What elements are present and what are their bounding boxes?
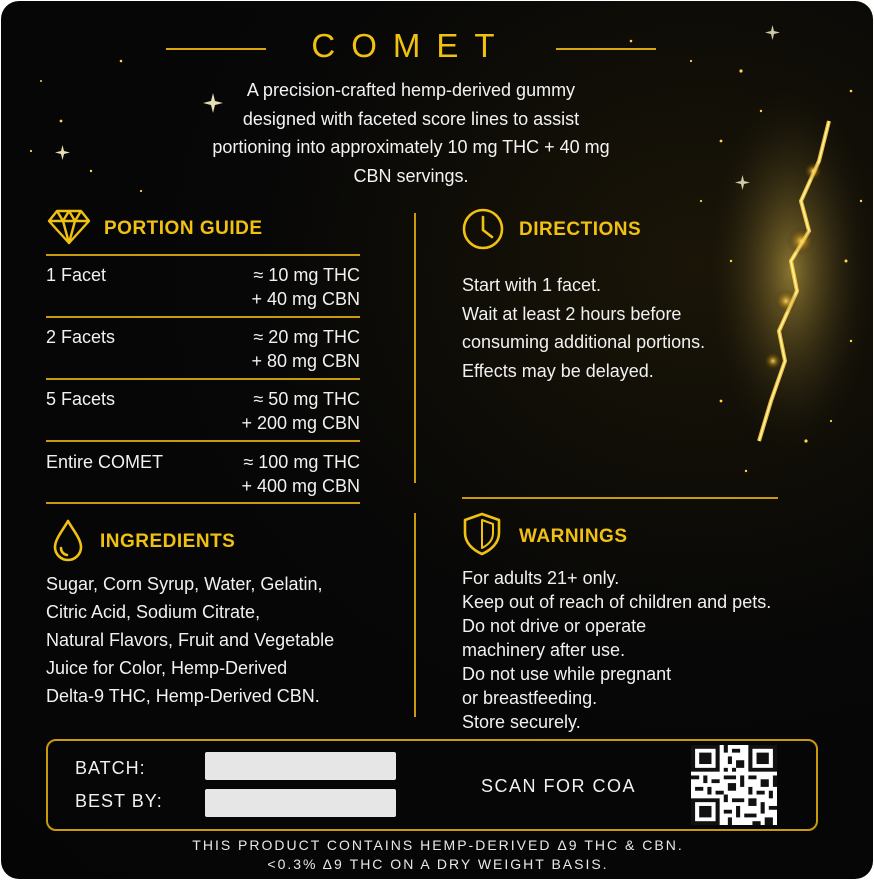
directions-line: consuming additional portions. [462,332,706,352]
warnings-line: Keep out of reach of children and pets. [462,592,772,612]
intro-line: CBN servings. [353,165,469,186]
diamond-icon [47,209,91,245]
portion-cbn: + 200 mg CBN [241,413,360,433]
portion-thc: ≈ 100 mg THC [243,452,360,472]
portion-cbn: + 80 mg CBN [251,351,360,371]
portion-thc: ≈ 10 mg THC [253,265,360,285]
column-divider-top [414,213,416,483]
qr-code-icon[interactable] [691,745,777,825]
intro-line: portioning into approximately 10 mg THC + 40 mg [212,137,610,157]
title-rule-right [556,48,656,50]
portion-name: Entire COMET [46,452,164,472]
directions-text [462,271,705,385]
ingredients-text [46,570,334,710]
portion-divider [46,378,360,380]
warnings-line: or breastfeeding. [462,688,598,708]
portion-thc: ≈ 50 mg THC [253,389,360,409]
portion-value [241,387,360,435]
portion-cbn: + 400 mg CBN [241,476,360,496]
directions-line: Start with 1 facet. [462,275,602,295]
ingredients-line: Delta-9 THC, Hemp-Derived CBN. [46,686,320,706]
portion-divider [46,502,360,504]
portion-value [241,450,360,498]
best-by-label: BEST BY: [75,791,163,811]
ingredients-heading: INGREDIENTS [100,531,236,552]
warnings-line: Store securely. [462,712,581,732]
ingredients-line: Natural Flavors, Fruit and Vegetable [46,630,335,650]
ingredients-line: Citric Acid, Sodium Citrate, [46,602,261,622]
portion-name: 1 Facet [46,265,107,285]
directions-line: Effects may be delayed. [462,360,654,381]
footer-line: THIS PRODUCT CONTAINS HEMP-DERIVED Δ9 THC & CBN. [192,837,684,853]
portion-name: 2 Facets [46,327,116,347]
portion-cbn: + 40 mg CBN [251,289,360,309]
intro-line: designed with faceted score lines to assist [242,108,580,129]
portion-guide-heading: PORTION GUIDE [104,218,263,239]
portion-divider [46,254,360,256]
directions-line: Wait at least 2 hours before [462,303,682,324]
footer-line: <0.3% Δ9 THC ON A DRY WEIGHT BASIS. [267,856,609,872]
title-row [1,27,873,71]
warnings-heading: WARNINGS [519,526,628,547]
ingredients-line: Juice for Color, Hemp-Derived [46,658,288,678]
intro-text [161,76,661,190]
product-title: COMET [311,27,511,64]
portion-divider [46,440,360,442]
column-divider-bottom [414,513,416,717]
clock-icon [461,207,505,251]
warnings-line: Do not drive or operate [462,616,647,636]
warnings-text [462,566,771,734]
portion-thc: ≈ 20 mg THC [253,327,360,347]
batch-label: BATCH: [75,758,146,778]
warnings-line: machinery after use. [462,640,626,660]
directions-heading: DIRECTIONS [519,219,642,240]
portion-value [251,325,360,373]
shield-icon [461,511,503,557]
intro-line: A precision-crafted hemp-derived gummy [246,80,576,100]
drop-icon [51,518,85,562]
portion-divider [46,316,360,318]
warnings-line: Do not use while pregnant [462,664,672,684]
scan-for-coa-label: SCAN FOR COA [481,776,637,796]
portion-value [251,263,360,311]
qr-code-graphic [691,745,777,825]
best-by-field[interactable] [205,789,396,817]
portion-name: 5 Facets [46,389,116,409]
ingredients-line: Sugar, Corn Syrup, Water, Gelatin, [46,574,323,594]
batch-field[interactable] [205,752,396,780]
directions-divider [462,497,778,499]
warnings-line: For adults 21+ only. [462,568,620,588]
title-rule-left [166,48,266,50]
product-label [1,1,873,879]
